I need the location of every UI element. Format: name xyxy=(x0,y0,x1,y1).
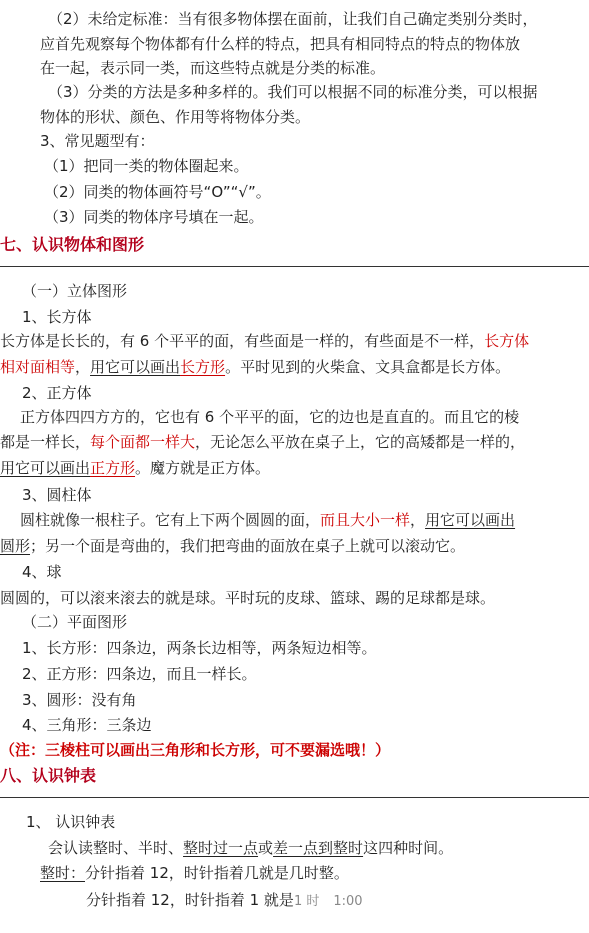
draw-phrase: 用它可以画出 xyxy=(425,511,516,529)
intro-line-7: （1）把同一类的物体圈起来。 xyxy=(44,157,249,175)
plane-item: 1、长方形：四条边，两条长边相等，两条短边相等。 xyxy=(22,639,377,657)
cylinder-text-2: ；另一个面是弯曲的，我们把弯曲的面放在桌子上就可以滚动它。 xyxy=(30,537,466,555)
intro-line-6: 3、常见题型有： xyxy=(40,132,155,150)
cuboid-title: 1、长方体 xyxy=(22,308,92,326)
square-emphasis: 正方形 xyxy=(90,459,136,477)
clock-text: 会认读整时、半时、 xyxy=(48,839,184,857)
opposite-faces-equal: 相对面相等 xyxy=(0,358,76,376)
intro-line-2: 应首先观察每个物体都有什么样的特点，把具有相同特点的特点的物体放 xyxy=(40,35,521,53)
cube-text-2: ，无论怎么平放在桌子上，它的高矮都是一样的， xyxy=(195,433,526,451)
whole-hour-rule: 分针指着 12，时针指着几就是几时整。 xyxy=(85,864,349,882)
intro-line-1: （2）未给定标准：当有很多物体摆在面前，让我们自己确定类别分类时， xyxy=(48,10,538,28)
cuboid-emphasis: 长方体 xyxy=(484,332,530,350)
just-past-hour: 整时过一点 xyxy=(183,839,259,857)
note: （注：三棱柱可以画出三角形和长方形，可不要漏选哦！） xyxy=(0,741,391,759)
faces-equal-emphasis: 每个面都一样大 xyxy=(90,433,196,451)
comma: ， xyxy=(75,358,91,376)
cuboid-line-2 xyxy=(0,357,510,377)
section-8-divider xyxy=(0,797,589,798)
one-oclock: 1 时 xyxy=(293,894,320,909)
section-7-divider xyxy=(0,266,589,267)
cylinder-title: 3、圆柱体 xyxy=(22,486,92,504)
cube-text: 都是一样长， xyxy=(0,433,91,451)
plane-figures-title: （二）平面图形 xyxy=(22,613,128,631)
time-readout: 1:00 xyxy=(333,894,363,909)
section-8-heading: 八、认识钟表 xyxy=(0,766,97,785)
plane-item: 2、正方形：四条边，而且一样长。 xyxy=(22,665,257,683)
cylinder-line-1 xyxy=(20,510,515,530)
cube-title: 2、正方体 xyxy=(22,384,92,402)
clock-subtitle: 1、 认识钟表 xyxy=(26,813,116,831)
cube-line-2 xyxy=(0,432,525,452)
same-size-emphasis: 而且大小一样 xyxy=(320,511,411,529)
clock-line-3 xyxy=(86,890,363,912)
sphere-title: 4、球 xyxy=(22,563,62,581)
whole-hour-label: 整时： xyxy=(40,864,86,882)
rectangle-emphasis: 长方形 xyxy=(180,358,226,376)
plane-item: 4、三角形：三条边 xyxy=(22,716,152,734)
sphere-line-1: 圆圆的，可以滚来滚去的就是球。平时玩的皮球、篮球、踢的足球都是球。 xyxy=(0,589,496,607)
draw-phrase: 用它可以画出 xyxy=(90,358,181,376)
section-7-heading: 七、认识物体和图形 xyxy=(0,235,145,254)
intro-line-9: （3）同类的物体序号填在一起。 xyxy=(44,208,264,226)
cube-line-1: 正方体四四方方的，它也有 6 个平平的面，它的边也是直直的。而且它的棱 xyxy=(20,408,520,426)
cylinder-text: 圆柱就像一根柱子。它有上下两个圆圆的面， xyxy=(20,511,321,529)
almost-hour: 差一点到整时 xyxy=(273,839,364,857)
clock-text-2: 这四种时间。 xyxy=(363,839,454,857)
intro-line-4: （3）分类的方法是多种多样的。我们可以根据不同的标准分类，可以根据 xyxy=(48,83,538,101)
plane-item: 3、圆形：没有角 xyxy=(22,691,137,709)
circle-emphasis: 圆形 xyxy=(0,537,31,555)
cuboid-line-1 xyxy=(0,331,529,351)
clock-line-2 xyxy=(40,863,349,883)
intro-line-5: 物体的形状、颜色、作用等将物体分类。 xyxy=(40,108,311,126)
or-text: 或 xyxy=(258,839,274,857)
cube-example: 。魔方就是正方体。 xyxy=(135,459,271,477)
cube-line-3 xyxy=(0,458,270,478)
intro-line-8: （2）同类的物体画符号“O”“√”。 xyxy=(44,183,271,201)
cuboid-examples: 。平时见到的火柴盒、文具盒都是长方体。 xyxy=(225,358,511,376)
intro-line-3: 在一起，表示同一类，而这些特点就是分类的标准。 xyxy=(40,59,386,77)
comma: ， xyxy=(410,511,426,529)
cylinder-line-2 xyxy=(0,536,465,556)
cuboid-text: 长方体是长长的，有 6 个平平的面，有些面是一样的，有些面是不一样， xyxy=(0,332,485,350)
solid-figures-title: （一）立体图形 xyxy=(22,282,128,300)
draw-phrase: 用它可以画出 xyxy=(0,459,91,477)
clock-line-1 xyxy=(48,838,453,858)
clock-example: 分针指着 12，时针指着 1 就是 xyxy=(86,891,294,909)
